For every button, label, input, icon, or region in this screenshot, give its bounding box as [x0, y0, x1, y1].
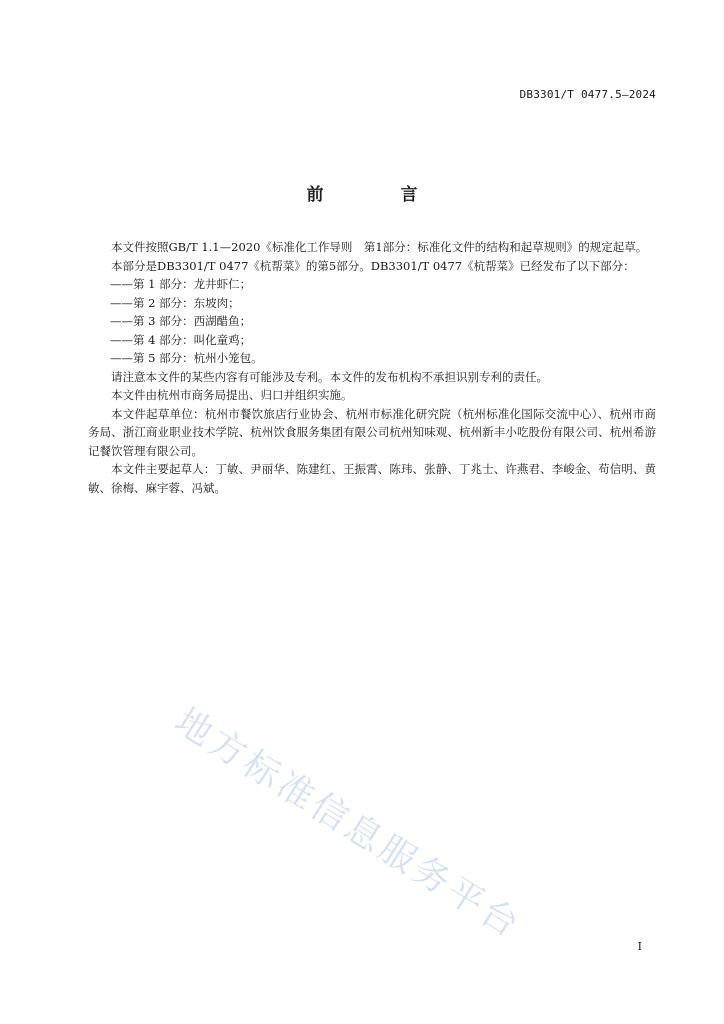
paragraph-part-intro: 本部分是DB3301/T 0477《杭帮菜》的第5部分。DB3301/T 0477《杭帮菜》已经发布了以下部分： [111, 258, 635, 273]
page-number: I [637, 940, 642, 953]
watermark: 地方标准信息服务平台 [167, 700, 529, 948]
list-item: ——第 5 部分：杭州小笼包。 [110, 351, 263, 365]
paragraph-drafting-rules: 本文件按照GB/T 1.1—2020《标准化工作导则 第1部分：标准化文件的结构和起草规则》的规定起草。 [111, 240, 648, 254]
list-item: ——第 3 部分：西湖醋鱼； [110, 314, 252, 328]
paragraph-patent-notice: 请注意本文件的某些内容有可能涉及专利。本文件的发布机构不承担识别专利的责任。 [111, 369, 548, 384]
list-item: ——第 1 部分：龙井虾仁； [110, 277, 252, 291]
list-item: ——第 4 部分：叫化童鸡； [110, 332, 252, 347]
list-item: ——第 2 部分：东坡肉； [110, 295, 240, 310]
paragraph-drafters: 本文件主要起草人：丁敏、尹丽华、陈建红、王振霄、陈玮、张静、丁兆士、许燕君、李峻金、苟信明、黄敏、徐梅、麻宇蓉、冯斌。 [88, 462, 656, 495]
paragraph-drafting-units: 本文件起草单位：杭州市餐饮旅店行业协会、杭州市标准化研究院（杭州标准化国际交流中心）、杭州市商务局、浙江商业职业技术学院、杭州饮食服务集团有限公司杭州知味观、杭州新丰小吃股份有限公司、杭州希游记餐饮管理有限公司。 [88, 406, 656, 458]
paragraph-proposer: 本文件由杭州市商务局提出、归口并组织实施。 [111, 388, 353, 402]
document-code: DB3301/T 0477.5—2024 [519, 88, 656, 101]
foreword-body [88, 238, 656, 497]
page-title: 前 言 [306, 185, 448, 205]
